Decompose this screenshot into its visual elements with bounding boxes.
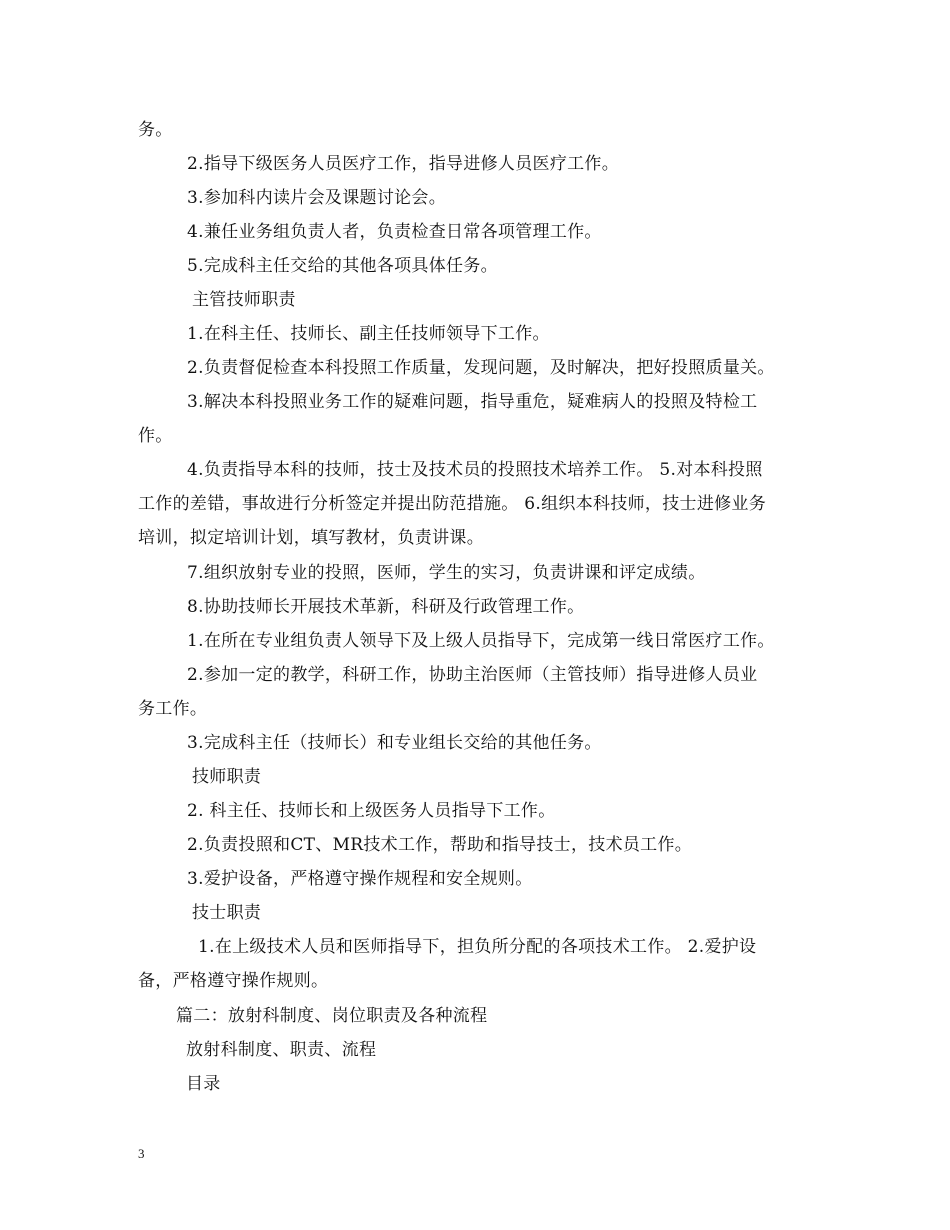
text-line: 1.在科主任、技师长、副主任技师领导下工作。 — [187, 324, 550, 344]
text-line: 工作的差错，事故进行分析签定并提出防范措施。 6.组织本科技师，技士进修业务 — [138, 494, 767, 514]
text-line: 3.解决本科投照业务工作的疑难问题，指导重危，疑难病人的投照及特检工 — [187, 392, 758, 412]
text-line: 2.负责督促检查本科投照工作质量，发现问题，及时解决，把好投照质量关。 — [187, 358, 775, 378]
text-line: 务工作。 — [138, 699, 208, 719]
section-heading: 技师职责 — [192, 767, 262, 787]
section-heading: 技士职责 — [192, 903, 262, 923]
text-line: 1.在所在专业组负责人领导下及上级人员指导下，完成第一线日常医疗工作。 — [187, 631, 775, 651]
text-line: 2. 科主任、技师长和上级医务人员指导下工作。 — [187, 801, 556, 821]
text-line: 2.负责投照和CT、MR技术工作，帮助和指导技士，技术员工作。 — [187, 835, 693, 855]
text-line: 5.完成科主任交给的其他各项具体任务。 — [187, 256, 498, 276]
text-line: 3.爱护设备，严格遵守操作规程和安全规则。 — [187, 869, 533, 889]
table-of-contents-heading: 目录 — [186, 1074, 221, 1094]
text-line: 作。 — [138, 426, 173, 446]
text-line: 3.参加科内读片会及课题讨论会。 — [187, 188, 447, 208]
section-heading: 主管技师职责 — [192, 290, 296, 310]
text-line: 7.组织放射专业的投照，医师，学生的实习，负责讲课和评定成绩。 — [187, 563, 706, 583]
page-number: 3 — [138, 1146, 145, 1161]
text-line: 4.兼任业务组负责人者，负责检查日常各项管理工作。 — [187, 222, 602, 242]
chapter-heading: 篇二：放射科制度、岗位职责及各种流程 — [176, 1006, 488, 1026]
text-line: 1.在上级技术人员和医师指导下，担负所分配的各项技术工作。 2.爱护设 — [198, 937, 757, 957]
text-line: 务。 — [138, 120, 173, 140]
text-line: 培训，拟定培训计划，填写教材，负责讲课。 — [138, 528, 484, 548]
text-line: 8.协助技师长开展技术革新，科研及行政管理工作。 — [187, 597, 585, 617]
text-line: 2.参加一定的教学，科研工作，协助主治医师（主管技师）指导进修人员业 — [187, 665, 758, 685]
text-line: 4.负责指导本科的技师，技士及技术员的投照技术培养工作。 5.对本科投照 — [187, 460, 763, 480]
text-line: 备，严格遵守操作规则。 — [138, 971, 329, 991]
chapter-subtitle: 放射科制度、职责、流程 — [186, 1040, 377, 1060]
text-line: 2.指导下级医务人员医疗工作，指导进修人员医疗工作。 — [187, 154, 620, 174]
text-line: 3.完成科主任（技师长）和专业组长交给的其他任务。 — [187, 733, 602, 753]
